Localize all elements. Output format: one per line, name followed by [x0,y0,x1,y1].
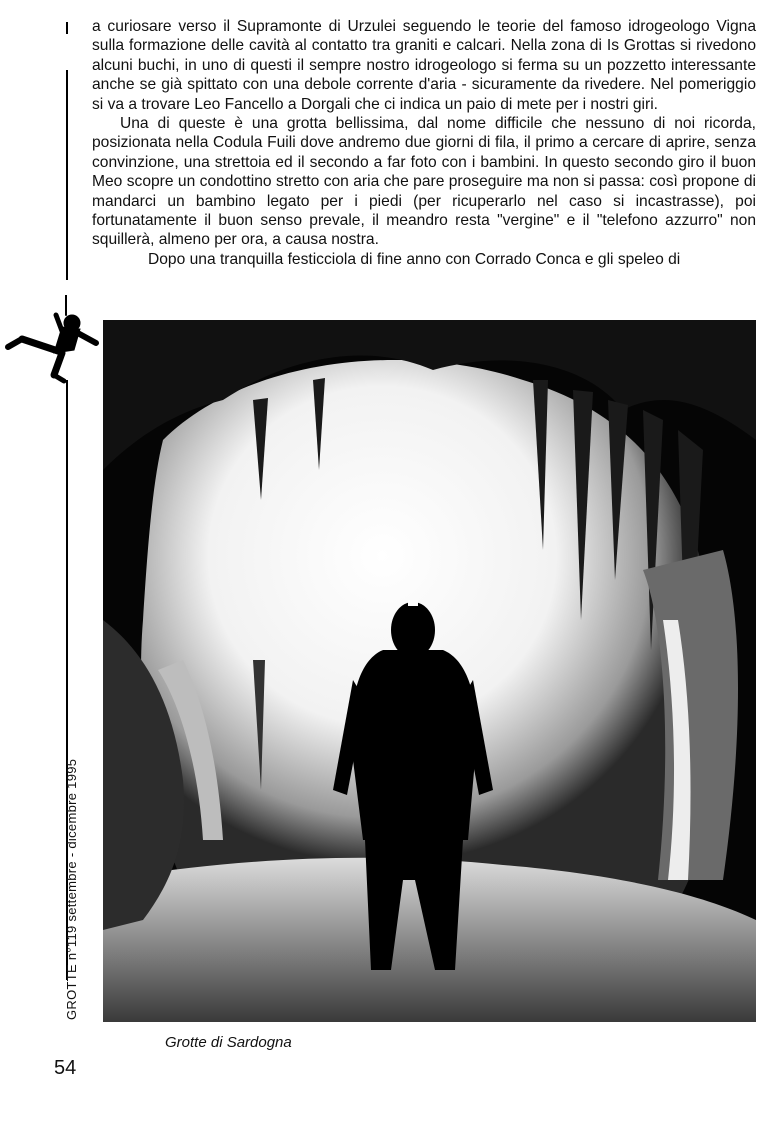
cave-photograph [103,320,756,1022]
paragraph-3: Dopo una tranquilla festicciola di fine anno con Corrado Conca e gli speleo di [148,250,681,268]
figure-caption: Grotte di Sardogna [165,1034,292,1051]
paragraph-2: Una di queste è una grotta bellissima, dal nome difficile che nessuno di noi ricorda, posizionata nella Codula Fuili dove andremo due giorni di fila, il primo a cercare di aprire, senza convinzione, una strettoia ed il secondo a far foto con i bambini. In questo secondo giro il buon Meo scopre un condottino stretto con aria che pare proseguire ma non si passa: così propone di mandarci un bambino legato per i piedi (per ricuperarlo nel caso si incastrasse), poi fortunatamente il buon senso prevale, il meandro resta "vergine" e il "telefono azzurro" non squillerà, almeno per ora, a causa nostra. [92,115,756,249]
caver-icon [2,295,102,385]
article-body [92,17,756,269]
margin-rule-upper [66,70,68,280]
journal-spine: GROTTE n°119 settembre - dicembre 1995 [64,758,79,1020]
paragraph-1: a curiosare verso il Supramonte di Urzulei seguendo le teorie del famoso idrogeologo Vigna sulla formazione delle cavità al contatto tra graniti e calcari. Nella zona di Is Grottas si rivedono alcuni buchi, in uno di questi il sempre nostro idrogeologo si ferma su un pozzetto interessante anche se già spittato con una debole corrente d'aria - sicuramente da rivedere. Nel pomeriggio si va a trovare Leo Fancello a Dorgali che ci indica un paio di mete per i nostri giri. [92,18,756,113]
page-number: 54 [54,1057,77,1079]
margin-rule-top [66,22,68,34]
